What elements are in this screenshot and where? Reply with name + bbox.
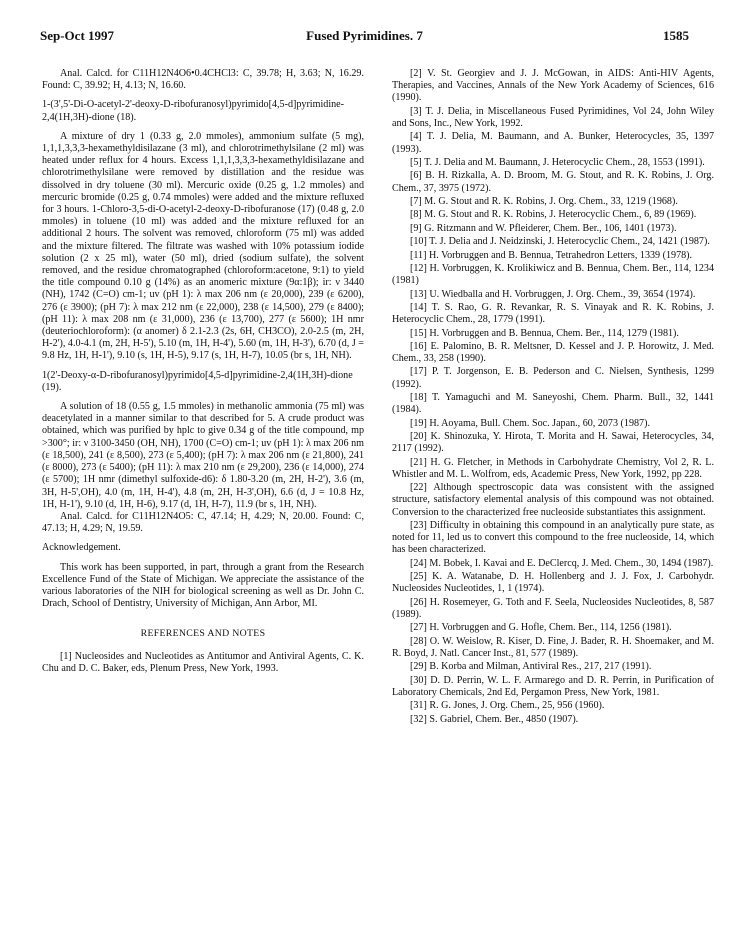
reference-item: [27] H. Vorbruggen and G. Hofle, Chem. Ber., 114, 1256 (1981). [410, 622, 672, 634]
compound-18-heading: 1-(3',5'-Di-O-acetyl-2'-deoxy-D-ribofuranosyl)pyrimido[4,5-d]pyrimidine-2,4(1H,3H)-dione (18). [42, 99, 345, 123]
left-column [42, 68, 364, 676]
reference-item: [14] T. S. Rao, G. R. Revankar, R. S. Vinayak and R. K. Robins, J. Heterocyclic Chem., 28, 1779 (1991). [392, 301, 714, 326]
reference-item: [17] P. T. Jorgenson, E. B. Pederson and C. Nielsen, Synthesis, 1299 (1992). [392, 366, 714, 390]
reference-item: [11] H. Vorbruggen and B. Bennua, Tetrahedron Letters, 1339 (1978). [410, 249, 693, 261]
reference-item: [10] T. J. Delia and J. Neidzinski, J. Heterocyclic Chem., 24, 1421 (1987). [410, 236, 710, 248]
reference-item: [15] H. Vorbruggen and B. Bennua, Chem. Ber., 114, 1279 (1981). [410, 327, 679, 339]
reference-item: [25] K. A. Watanabe, D. H. Hollenberg and J. J. Fox, J. Carbohydr. Nucleosides Nucleotides, 1, 1 (1974). [392, 571, 714, 595]
running-head [40, 28, 689, 44]
reference-item: [19] H. Aoyama, Bull. Chem. Soc. Japan., 60, 2073 (1987). [410, 417, 650, 429]
right-column [392, 68, 714, 727]
reference-item: [6] B. H. Rizkalla, A. D. Broom, M. G. Stout, and R. K. Robins, J. Org. Chem., 37, 3975 (1972). [392, 170, 714, 194]
reference-item: [24] M. Bobek, I. Kavai and E. DeClercq, J. Med. Chem., 30, 1494 (1987). [410, 557, 714, 569]
reference-item: [13] U. Wiedballa and H. Vorbruggen, J. Org. Chem., 39, 3654 (1974). [410, 288, 696, 300]
reference-item: [23] Difficulty in obtaining this compound in an analytically pure state, as noted for 11, led us to convert this compound to the free nucleoside, 14, which has been characterized. [392, 520, 714, 556]
compound-19-heading: 1(2'-Deoxy-α-D-ribofuranosyl)pyrimido[4,5-d]pyrimidine-2,4(1H,3H)-dione (19). [42, 369, 353, 393]
page-number: 1585 [663, 28, 689, 43]
reference-item: [12] H. Vorbruggen, K. Krolikiwicz and B. Bennua, Chem. Ber., 114, 1234 (1981) [392, 262, 714, 287]
references-heading: REFERENCES AND NOTES [140, 628, 266, 640]
reference-item: [8] M. G. Stout and R. K. Robins, J. Heterocyclic Chem., 6, 89 (1969). [410, 209, 697, 221]
reference-item: [21] H. G. Fletcher, in Methods in Carbohydrate Chemistry, Vol 2, R. L. Whistler and M. L. Wolfrom, eds, Academic Press, New York, 1992, pp 228. [392, 456, 714, 480]
reference-item: [28] O. W. Weislow, R. Kiser, D. Fine, J. Bader, R. H. Shoemaker, and M. R. Boyd, J. Natl. Cancer Inst., 81, 577 (1989). [392, 635, 714, 660]
reference-item: [2] V. St. Georgiev and J. J. McGowan, in AIDS: Anti-HIV Agents, Therapies, and Vaccines, Annals of the New York Academy of Sciences, 616 (1990). [392, 68, 714, 104]
compound-19-procedure: A solution of 18 (0.55 g, 1.5 mmoles) in methanolic ammonia (75 ml) was deacetylated in a manner similar to that described for 5. A crude product was obtained, which was purified by hplc to give 0.34 g of the title compound, mp >300°; ir: ν 3100-3450 (OH, NH), 1700 (C=O) cm-1; uv (pH 1): λ max 206 nm (ε 18,500), 241 (ε 8,500), 273 (ε 5,400); (pH 7): λ max 206 nm (ε 21,800), 241 (ε 8000), 273 (ε 5400); (pH 11): λ max 210 nm (ε 29,200), 236 (ε 14,000), 274 (ε 5700); 1H nmr (dimethyl sulfoxide-d6): δ 1.80-3.20 (m, 2H, H-2'), 3.6 (m, 3H, H-5',OH), 4.0 (m, 1H, H-4'), 4.8 (m, 2H, H-3',OH), 6.6 (d, J = 10.8 Hz, 1H, H-1'), 9.10 (d, 1H, H-6), 9.17 (d, 1H, H-7), 11.9 (br s, 1H, NH). [42, 401, 364, 510]
analysis-paragraph-1: Anal. Calcd. for C11H12N4O6•0.4CHCl3: C, 39.78; H, 3.63; N, 16.29. Found: C, 39.92; H, 4.13; N, 16.60. [42, 68, 364, 92]
acknowledgement-heading: Acknowledgement. [42, 542, 121, 554]
acknowledgement-text: This work has been supported, in part, through a grant from the Research Excellence Fund of the State of Michigan. We appreciate the assistance of the various laboratories of the NIH for biological screening as well as Dr. John C. Drach, School of Dentistry, University of Michigan, Ann Arbor, MI. [42, 561, 364, 610]
compound-18-procedure: A mixture of dry 1 (0.33 g, 2.0 mmoles), ammonium sulfate (5 mg), 1,1,1,3,3,3-hexamethyldisilazane (3 ml), and chlorotrimethylsilane (2 ml) was heated under reflux for 4 hours. Excess 1,1,1,3,3,3-hexamethyldisilazane and chlorotrimethylsilane were removed by distillation and the residue was dissolved in dry toluene (30 ml). Mercuric oxide (0.25 g, 1.2 mmoles) and mercuric bromide (0.25 g, 0.74 mmoles) were added and the mixture refluxed for 3 hours. 1-Chloro-3,5-di-O-acetyl-2-deoxy-D-ribofuranose (17) (0.48 g, 2.0 mmoles) in toluene (10 ml) was added and the mixture refluxed for an additional 2 hours. The solvent was removed, chloroform (75 ml) was added and the mixture filtered. The filtrate was washed with 10% potassium iodide solution (2 x 25 ml), water (50 ml), dried (sodium sulfate), the solvent removed, and the residue chromatographed (chloroform:acetone, 9:1) to yield the title compound 0.10 g (14%) as an anomeric mixture (9α:1β); ir: ν 3440 (NH), 1742 (C=O) cm-1; uv (pH 1): λ max 206 nm (ε 20,000), 239 (ε 6200), 276 (ε 3900); (pH 7): λ max 212 nm (ε 22,000), 238 (ε 14,500), 279 (ε 8400); (pH 11): λ max 208 nm (ε 31,000), 236 (ε 13,700), 277 (ε 5600); 1H nmr (deuteriochloroform): (α anomer) δ 2.1-2.3 (2s, 6H, CH3CO), 2.0-2.5 (m, 2H, H-2'), 4.0-4.1 (m, 2H, H-5'), 5.10 (m, 1H, H-4'), 5.60 (m, 1H, H-3'), 6.70 (d, J = 9.8 Hz, 1H, H-1'), 9.10 (s, 1H, H-5), 9.17 (s, 1H, H-7), 10.05 (br s, 1H, NH). [42, 130, 364, 362]
reference-item: [18] T. Yamaguchi and M. Saneyoshi, Chem. Pharm. Bull., 32, 1441 (1984). [392, 392, 714, 416]
reference-item: [29] B. Korba and Milman, Antiviral Res., 217, 217 (1991). [410, 661, 652, 673]
reference-item: [20] K. Shinozuka, Y. Hirota, T. Morita and H. Sawai, Heterocycles, 34, 2117 (1992). [392, 431, 714, 455]
reference-item: [22] Although spectroscopic data was consistent with the assigned structure, satisfactory elemental analysis of this compound was not obtained. Conversion to the characterized free nucleoside substantiates this assignment. [392, 482, 714, 518]
reference-item: [5] T. J. Delia and M. Baumann, J. Heterocyclic Chem., 28, 1553 (1991). [410, 156, 705, 168]
article-title: Fused Pyrimidines. 7 [306, 28, 423, 43]
reference-item: [9] G. Ritzmann and W. Pfleiderer, Chem. Ber., 106, 1401 (1973). [410, 222, 677, 234]
reference-item: [3] T. J. Delia, in Miscellaneous Fused Pyrimidines, Vol 24, John Wiley and Sons, Inc., New York, 1992. [392, 105, 714, 129]
reference-item: [4] T. J. Delia, M. Baumann, and A. Bunker, Heterocycles, 35, 1397 (1993). [392, 131, 714, 155]
reference-item: [32] S. Gabriel, Chem. Ber., 4850 (1907). [410, 713, 579, 725]
analysis-paragraph-2: Anal. Calcd. for C11H12N4O5: C, 47.14; H, 4.29; N, 20.00. Found: C, 47.13; H, 4.29; N, 19.59. [42, 510, 364, 535]
reference-item: [7] M. G. Stout and R. K. Robins, J. Org. Chem., 33, 1219 (1968). [410, 195, 678, 207]
reference-item: [26] H. Rosemeyer, G. Toth and F. Seela, Nucleosides Nucleotides, 8, 587 (1989). [392, 596, 714, 621]
reference-item: [1] Nucleosides and Nucleotides as Antitumor and Antiviral Agents, C. K. Chu and D. C. Baker, eds, Plenum Press, New York, 1993. [42, 650, 364, 674]
issue-date: Sep-Oct 1997 [40, 28, 115, 43]
reference-item: [16] E. Palomino, B. R. Meltsner, D. Kessel and J. P. Horowitz, J. Med. Chem., 33, 258 (1990). [392, 340, 714, 365]
reference-item: [30] D. D. Perrin, W. L. F. Armarego and D. R. Perrin, in Purification of Laboratory Chemicals, 2nd Ed, Pergamon Press, New York, 1981. [392, 674, 714, 698]
reference-item: [31] R. G. Jones, J. Org. Chem., 25, 956 (1960). [410, 700, 605, 712]
